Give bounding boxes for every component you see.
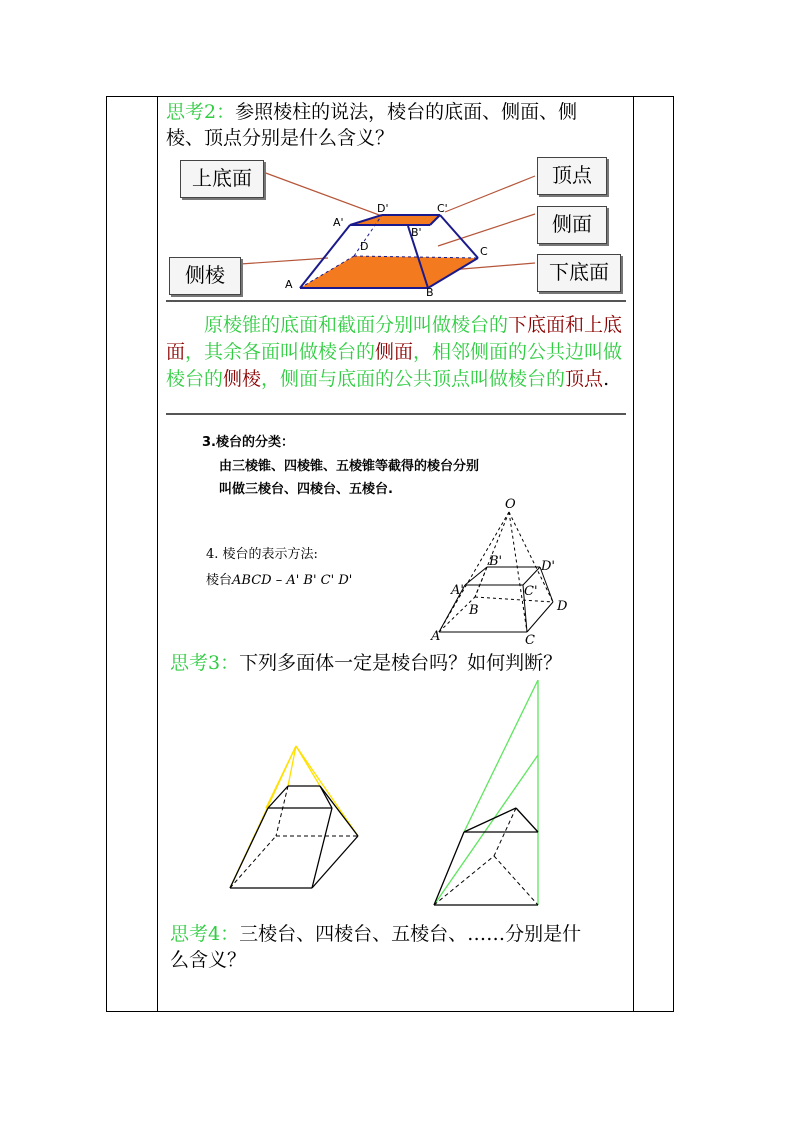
label-C: C: [525, 633, 535, 644]
label-B: B: [469, 603, 479, 618]
label-Ap: A': [451, 583, 464, 598]
table-column-divider-right: [633, 96, 634, 1012]
pyramid-frustum-diagram: [425, 492, 605, 644]
label-box-bottom-base: 下底面: [537, 254, 621, 292]
table-column-divider-left: [157, 96, 158, 1012]
definition-paragraph: 原棱锥的底面和截面分别叫做棱台的下底面和上底面，其余各面叫做棱台的侧面，相邻侧面的公共边叫做棱台的侧棱，侧面与底面的公共顶点叫做棱台的顶点.: [166, 314, 623, 390]
think2-prefix: 思考2：: [166, 101, 236, 123]
left-polyhedron: [230, 746, 358, 888]
edge-CD: [527, 602, 553, 632]
connector-lateral-edge: [240, 258, 328, 264]
label-Cp: C': [524, 584, 538, 599]
connector-top-base: [263, 172, 382, 216]
label-Bp: B': [489, 554, 503, 569]
label-A: A: [285, 278, 293, 291]
think3-prefix: 思考3：: [170, 652, 240, 674]
notation-title: 4. 棱台的表示方法:: [206, 547, 318, 562]
classification-line1: 由三棱锥、四棱锥、五棱锥等截得的棱台分别: [219, 459, 480, 474]
polyhedra-diagram: [220, 680, 560, 910]
label-C: C: [480, 245, 488, 258]
label-box-lateral-edge: 侧棱: [169, 257, 241, 295]
label-Ap: A': [333, 216, 344, 229]
connector-vertex: [445, 176, 535, 212]
think4-prefix: 思考4：: [170, 923, 240, 945]
label-Cp: C': [437, 202, 448, 215]
label-Dp: D': [541, 559, 555, 574]
think2-line1: 参照棱柱的说法，棱台的底面、侧面、侧: [235, 101, 578, 123]
label-Dp: D': [377, 202, 389, 215]
label-box-top-base: 上底面: [180, 160, 264, 198]
label-O: O: [505, 497, 516, 512]
think3-question: [170, 648, 562, 678]
think4-line2: 么含义？: [170, 949, 247, 971]
edge-C1D1: [523, 567, 540, 585]
label-B: B: [426, 286, 434, 299]
classification-title: 3.棱台的分类：: [202, 435, 294, 450]
notation-expression: 棱台ABCD – A' B' C' D': [206, 573, 353, 588]
label-A: A: [431, 629, 441, 644]
label-box-vertex: 顶点: [537, 157, 607, 195]
classification-line2: 叫做三棱台、四棱台、五棱台.: [219, 482, 393, 497]
think3-text: 下列多面体一定是棱台吗？如何判断？: [239, 652, 563, 674]
edge-BD: [475, 597, 553, 602]
divider-1: [166, 300, 626, 302]
divider-2: [166, 413, 626, 415]
label-D: D: [557, 599, 568, 614]
right-polyhedron: [434, 680, 538, 905]
label-box-side-face: 侧面: [537, 206, 607, 244]
label-D: D: [360, 240, 369, 253]
think2-line2: 棱、顶点分别是什么含义？: [166, 127, 395, 149]
label-Bp: B': [411, 226, 422, 239]
edge-CC1: [440, 215, 478, 258]
think4-line1: 三棱台、四棱台、五棱台、……分别是什: [239, 923, 582, 945]
